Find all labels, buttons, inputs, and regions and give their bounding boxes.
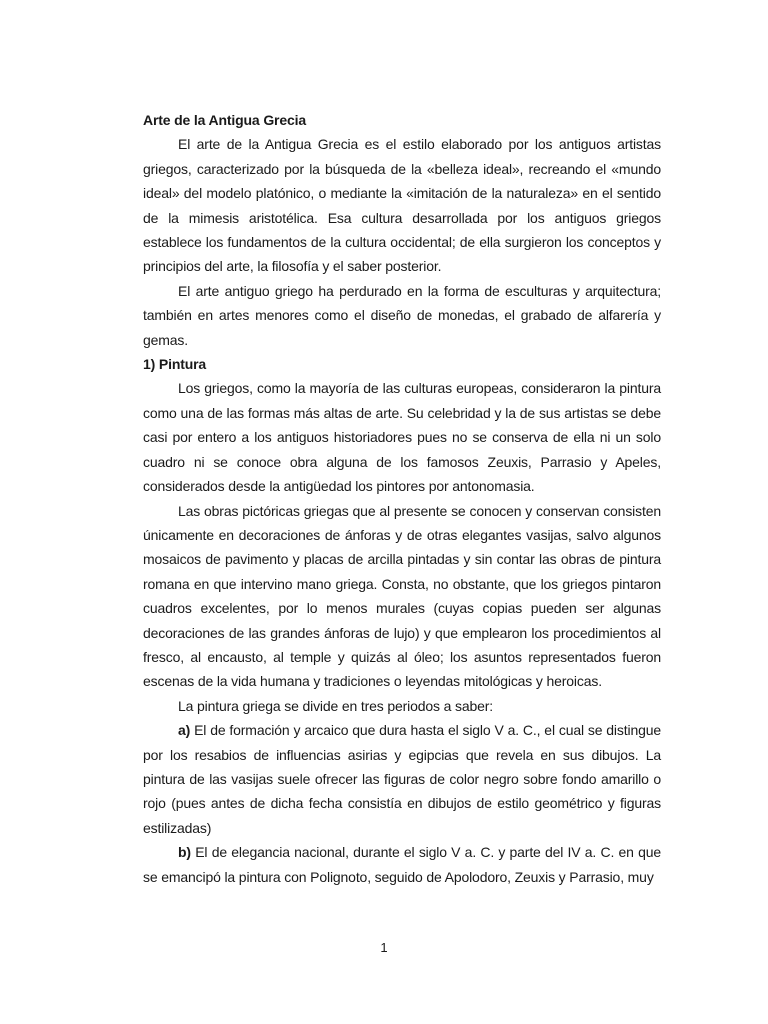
period-a-text: El de formación y arcaico que dura hasta el siglo V a. C., el cual se distingue por los resabios de influencias asirias y egipcias que revela en sus dibujos. La pintura de las vasijas suele ofrecer las figuras de color negro sobre fondo amarillo o rojo (pues antes de dicha fecha consistía en dibujos de estilo geométrico y figuras estilizadas) [143,722,661,836]
pintura-paragraph-2: Las obras pictóricas griegas que al presente se conocen y conservan consisten únicamente en decoraciones de ánforas y de otras elegantes vasijas, salvo algunos mosaicos de pavimento y placas de arcilla pintadas y sin contar las obras de pintura romana en que intervino mano griega. Consta, no obstante, que los griegos pintaron cuadros excelentes, por lo menos murales (cuyas copias pueden ser algunas decoraciones de las grandes ánforas de lujo) y que emplearon los procedimientos al fresco, al encausto, al temple y quizás al óleo; los asuntos representados fueron escenas de la vida humana y tradiciones o leyendas mitológicas y heroicas. [143,502,661,690]
document-title: Arte de la Antigua Grecia [143,112,306,128]
pintura-paragraph-3: La pintura griega se divide en tres periodos a saber: [178,697,494,714]
period-b-label: b) [178,844,191,861]
period-a-paragraph [143,718,661,840]
period-a-label: a) [178,722,191,739]
intro-paragraph-2: El arte antiguo griego ha perdurado en la forma de esculturas y arquitectura; también en artes menores como el diseño de monedas, el grabado de alfarería y gemas. [143,282,661,348]
page-number: 1 [380,940,388,955]
pintura-paragraph-1: Los griegos, como la mayoría de las culturas europeas, consideraron la pintura como una de las formas más altas de arte. Su celebridad y la de sus artistas se debe casi por entero a los antiguos historiadores pues no se conserva de ella ni un solo cuadro ni se conoce obra alguna de los famosos Zeuxis, Parrasio y Apeles, considerados desde la antigüedad los pintores por antonomasia. [143,380,661,495]
period-b-text: El de elegancia nacional, durante el siglo V a. C. y parte del IV a. C. en que se emancipó la pintura con Polignoto, seguido de Apolodoro, Zeuxis y Parrasio, muy [143,844,661,885]
section-heading-pintura: 1) Pintura [143,356,207,373]
period-b-paragraph [143,840,661,889]
intro-paragraph-1: El arte de la Antigua Grecia es el estilo elaborado por los antiguos artistas griegos, caracterizado por la búsqueda de la «belleza ideal», recreando el «mundo ideal» del modelo platónico, o mediante la «imitación de la naturaleza» en el sentido de la mimesis aristotélica. Esa cultura desarrollada por los antiguos griegos establece los fundamentos de la cultura occidental; de ella surgieron los conceptos y principios del arte, la filosofía y el saber posterior. [143,136,661,275]
document-body [143,108,661,889]
